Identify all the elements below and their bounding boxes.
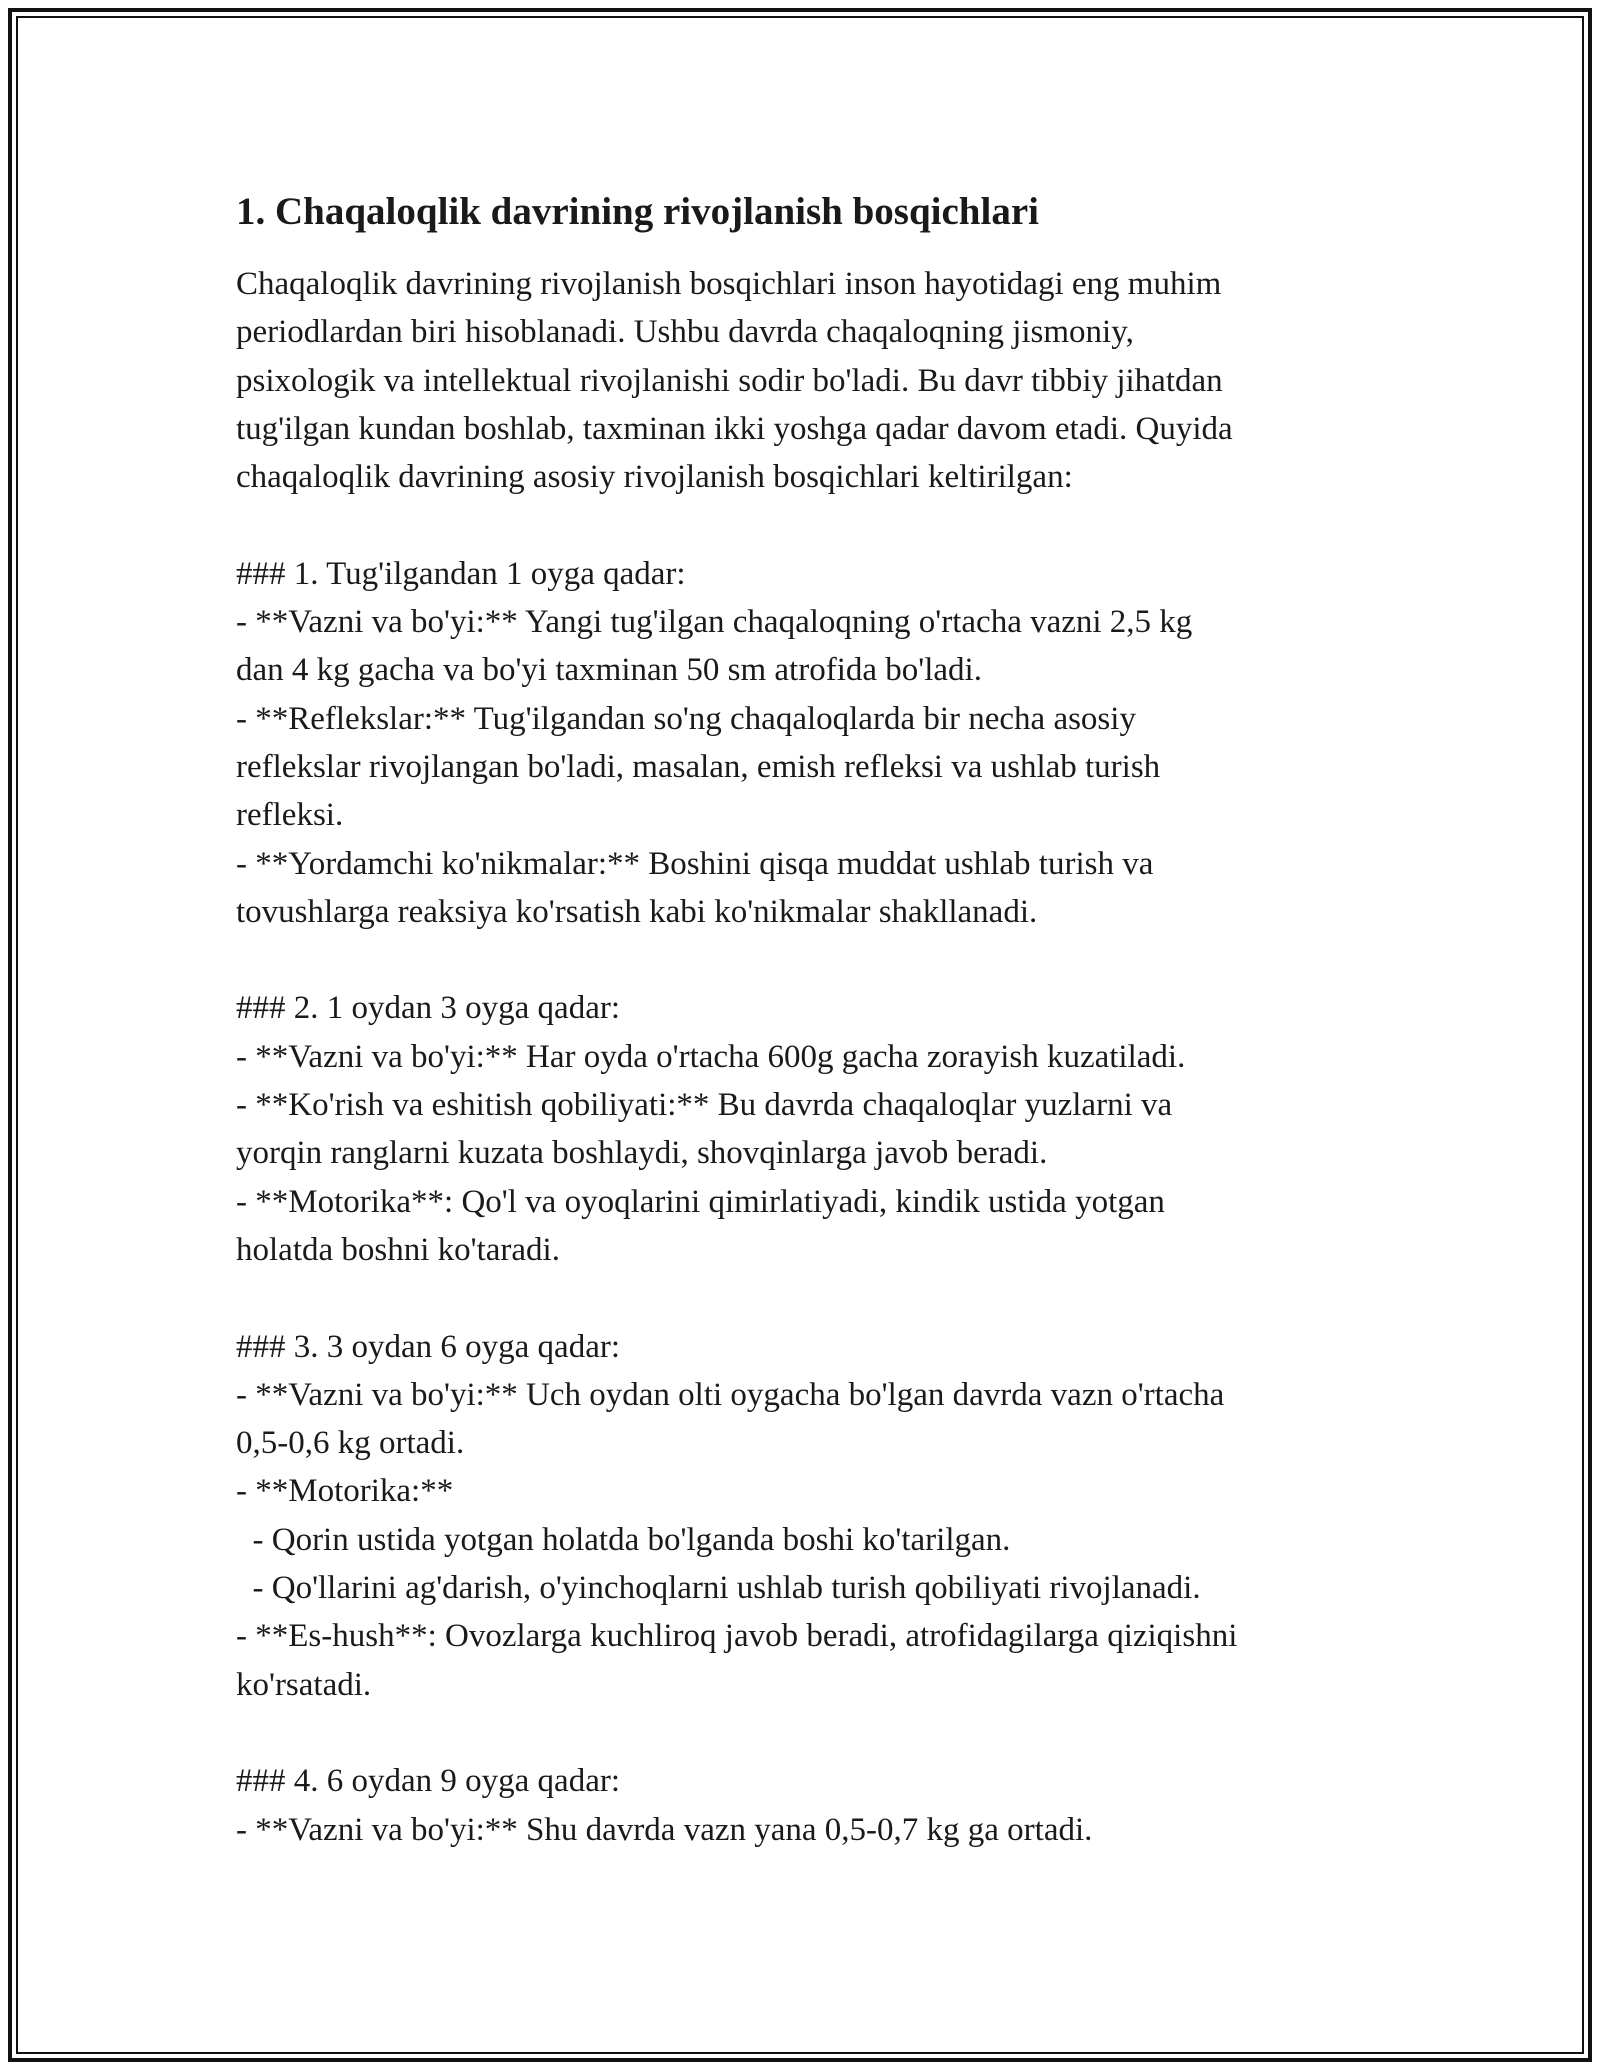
text-line: - **Es-hush**: Ovozlarga kuchliroq javob beradi, atrofidagilarga qiziqishni [236, 1618, 1238, 1655]
text-line: tug'ilgan kundan boshlab, taxminan ikki yoshga qadar davom etadi. Quyida [236, 410, 1233, 447]
text-line: ko'rsatadi. [236, 1666, 372, 1703]
text-line: - **Vazni va bo'yi:** Shu davrda vazn yana 0,5-0,7 kg ga ortadi. [236, 1811, 1093, 1848]
text-line: - **Vazni va bo'yi:** Uch oydan olti oygacha bo'lgan davrda vazn o'rtacha [236, 1376, 1225, 1413]
text-line: psixologik va intellektual rivojlanishi sodir bo'ladi. Bu davr tibbiy jihatdan [236, 362, 1223, 399]
text-line: Chaqaloqlik davrining rivojlanish bosqichlari inson hayotidagi eng muhim [236, 266, 1222, 302]
text-line: chaqaloqlik davrining asosiy rivojlanish bosqichlari keltirilgan: [236, 459, 1073, 496]
text-line: dan 4 kg gacha va bo'yi taxminan 50 sm atrofida bo'ladi. [236, 652, 982, 689]
document-text [236, 260, 1366, 1854]
blank-line [236, 1709, 1366, 1757]
document-title: 1. Chaqaloqlik davrining rivojlanish bosqichlari [236, 190, 1039, 233]
text-line: 0,5-0,6 kg ortadi. [236, 1425, 465, 1462]
blank-line [236, 936, 1366, 984]
blank-line [236, 1274, 1366, 1322]
blank-line [236, 501, 1366, 549]
section-heading: ### 4. 6 oydan 9 oyga qadar: [236, 1763, 620, 1800]
section-heading: ### 2. 1 oydan 3 oyga qadar: [236, 990, 620, 1027]
section-heading: ### 1. Tug'ilgandan 1 oyga qadar: [236, 555, 686, 592]
text-line: reflekslar rivojlangan bo'ladi, masalan, emish refleksi va ushlab turish [236, 748, 1161, 785]
text-line: yorqin ranglarni kuzata boshlaydi, shovqinlarga javob beradi. [236, 1135, 1048, 1172]
text-line: - **Vazni va bo'yi:** Yangi tug'ilgan chaqaloqning o'rtacha vazni 2,5 kg [236, 604, 1193, 641]
text-line: - Qorin ustida yotgan holatda bo'lganda boshi ko'tarilgan. [236, 1521, 1011, 1558]
text-line: - **Motorika:** [236, 1473, 454, 1510]
text-line: - **Ko'rish va eshitish qobiliyati:** Bu davrda chaqaloqlar yuzlarni va [236, 1087, 1173, 1124]
text-line: refleksi. [236, 797, 344, 834]
text-line: periodlardan biri hisoblanadi. Ushbu davrda chaqaloqning jismoniy, [236, 314, 1134, 351]
document-body [236, 186, 1366, 1854]
text-line: - **Motorika**: Qo'l va oyoqlarini qimirlatiyadi, kindik ustida yotgan [236, 1183, 1165, 1220]
section-heading: ### 3. 3 oydan 6 oyga qadar: [236, 1328, 620, 1365]
text-line: - Qo'llarini ag'darish, o'yinchoqlarni ushlab turish qobiliyati rivojlanadi. [236, 1570, 1201, 1607]
text-line: - **Yordamchi ko'nikmalar:** Boshini qisqa muddat ushlab turish va [236, 845, 1154, 882]
text-line: tovushlarga reaksiya ko'rsatish kabi ko'nikmalar shakllanadi. [236, 893, 1038, 930]
text-line: holatda boshni ko'taradi. [236, 1231, 560, 1268]
text-line: - **Vazni va bo'yi:** Har oyda o'rtacha 600g gacha zorayish kuzatiladi. [236, 1038, 1186, 1075]
text-line: - **Reflekslar:** Tug'ilgandan so'ng chaqaloqlarda bir necha asosiy [236, 700, 1136, 737]
